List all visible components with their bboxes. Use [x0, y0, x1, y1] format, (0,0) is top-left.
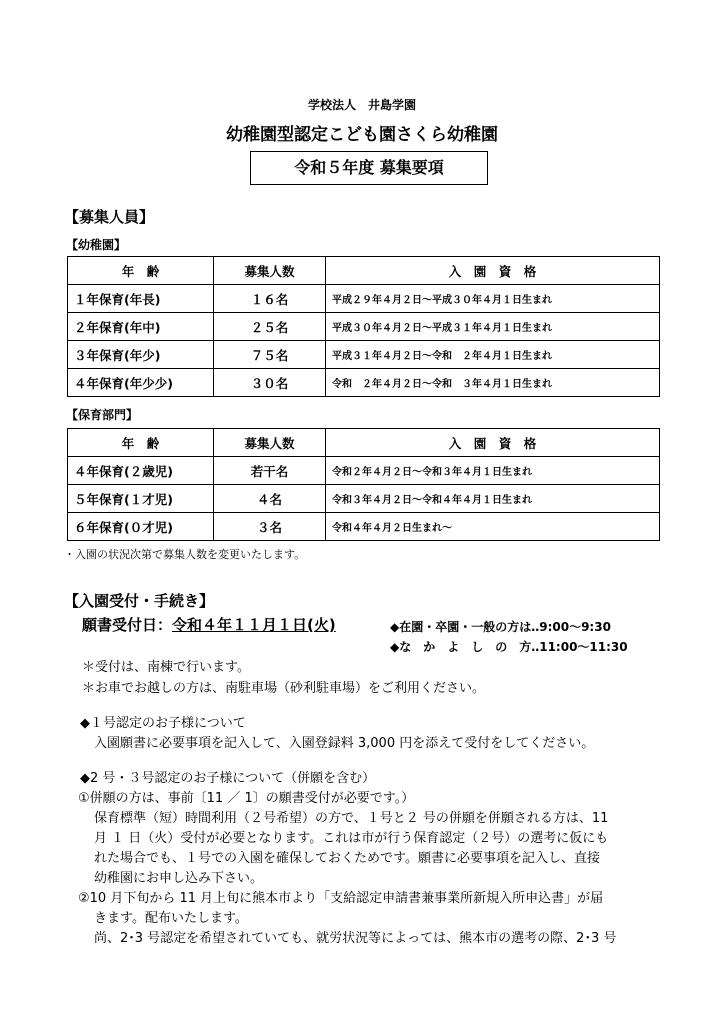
nursery-table	[67, 428, 660, 541]
recruit-heading: 【募集人員】	[64, 208, 155, 226]
cell-eligibility: 令和２年４月２日～令和３年４月１日生まれ	[326, 457, 660, 485]
col-age: 年 齢	[68, 257, 214, 285]
school-name: 学校法人 井島学園	[307, 98, 416, 112]
application-date-value: 令和４年１１月１日(火)	[172, 616, 336, 634]
item2-line: きます。配布いたします。	[94, 911, 248, 926]
document-title: 幼稚園型認定こども園さくら幼稚園	[226, 125, 498, 145]
cell-capacity: ７５名	[214, 341, 326, 369]
kindergarten-table	[67, 256, 660, 397]
cell-age: ３年保育(年少)	[68, 341, 214, 369]
col-age: 年 齢	[68, 429, 214, 457]
kindergarten-label: 【幼稚園】	[66, 238, 127, 252]
note-parking: ＊お車でお越しの方は、南駐車場（砂利駐車場）をご利用ください。	[82, 681, 486, 696]
cert23-title: ◆2 号・３号認定のお子様について（併願を含む）	[80, 771, 376, 786]
cell-capacity: ２５名	[214, 313, 326, 341]
col-eligibility: 入 園 資 格	[326, 257, 660, 285]
item1-line: 月 １ 日（火）受付が必要となります。これは市が行う保育認定（２号）の選考に仮にも	[94, 831, 609, 846]
item2-line: 尚、2･3 号認定を希望されていても、就労状況等によっては、熊本市の選考の際、2･3 号	[94, 931, 617, 946]
capacity-note: ・入園の状況次第で募集人数を変更いたします。	[64, 548, 306, 561]
reception-time-general: ◆在園・卒園・一般の方は‥9:00～9:30	[390, 620, 611, 634]
nursery-label: 【保育部門】	[66, 408, 139, 422]
table-row	[68, 313, 660, 341]
cell-eligibility: 平成２９年４月２日～平成３０年４月１日生まれ	[326, 285, 660, 313]
reception-time-nakayoshi: ◆な か よ し の 方‥11:00～11:30	[390, 640, 628, 654]
item1-line: れた場合でも、１号での入園を確保しておくためです。願書に必要事項を記入し、直接	[94, 851, 600, 866]
table-row	[68, 285, 660, 313]
table-row	[68, 513, 660, 541]
subtitle-box: 令和５年度 募集要項	[250, 151, 488, 185]
note-south-building: ＊受付は、南棟で行います。	[82, 660, 250, 675]
cell-capacity: ４名	[214, 485, 326, 513]
col-capacity: 募集人数	[214, 257, 326, 285]
cert1-title: ◆１号認定のお子様について	[80, 716, 246, 731]
table-row	[68, 485, 660, 513]
application-date-label: 願書受付日：	[82, 616, 173, 634]
item1-line: 保育標準（短）時間利用（２号希望）の方で、１号と２ 号の併願を併願される方は、11	[94, 811, 609, 826]
col-eligibility: 入 園 資 格	[326, 429, 660, 457]
table-header-row	[68, 257, 660, 285]
table-row	[68, 457, 660, 485]
table-row	[68, 369, 660, 397]
cell-age: ２年保育(年中)	[68, 313, 214, 341]
cell-capacity: １６名	[214, 285, 326, 313]
col-capacity: 募集人数	[214, 429, 326, 457]
cell-capacity: ３名	[214, 513, 326, 541]
cert1-body: 入園願書に必要事項を記入して、入園登録料 3,000 円を添えて受付をしてください。	[94, 736, 595, 751]
cell-eligibility: 令和３年４月２日～令和４年４月１日生まれ	[326, 485, 660, 513]
application-date	[82, 614, 336, 635]
cell-eligibility: 令和４年４月２日生まれ～	[326, 513, 660, 541]
cell-eligibility: 平成３０年４月２日～平成３１年４月１日生まれ	[326, 313, 660, 341]
table-header-row	[68, 429, 660, 457]
cell-age: ６年保育(０才児)	[68, 513, 214, 541]
cell-age: １年保育(年長)	[68, 285, 214, 313]
cert23-item2: ②10 月下旬から 11 月上旬に熊本市より「支給認定申請書兼事業所新規入所申込書」が届	[78, 891, 604, 906]
cell-eligibility: 平成３１年４月２日～令和 ２年４月１日生まれ	[326, 341, 660, 369]
cell-capacity: ３０名	[214, 369, 326, 397]
cell-capacity: 若干名	[214, 457, 326, 485]
table-row	[68, 341, 660, 369]
cell-age: ４年保育(２歳児)	[68, 457, 214, 485]
cell-age: ５年保育(１才児)	[68, 485, 214, 513]
admission-heading: 【入園受付・手続き】	[64, 592, 215, 610]
cell-age: ４年保育(年少少)	[68, 369, 214, 397]
cell-eligibility: 令和 ２年４月２日～令和 ３年４月１日生まれ	[326, 369, 660, 397]
cert23-item1: ①併願の方は、事前〔11 ／ 1〕の願書受付が必要です。）	[78, 791, 415, 806]
item1-line: 幼稚園にお申し込み下さい。	[94, 871, 264, 886]
